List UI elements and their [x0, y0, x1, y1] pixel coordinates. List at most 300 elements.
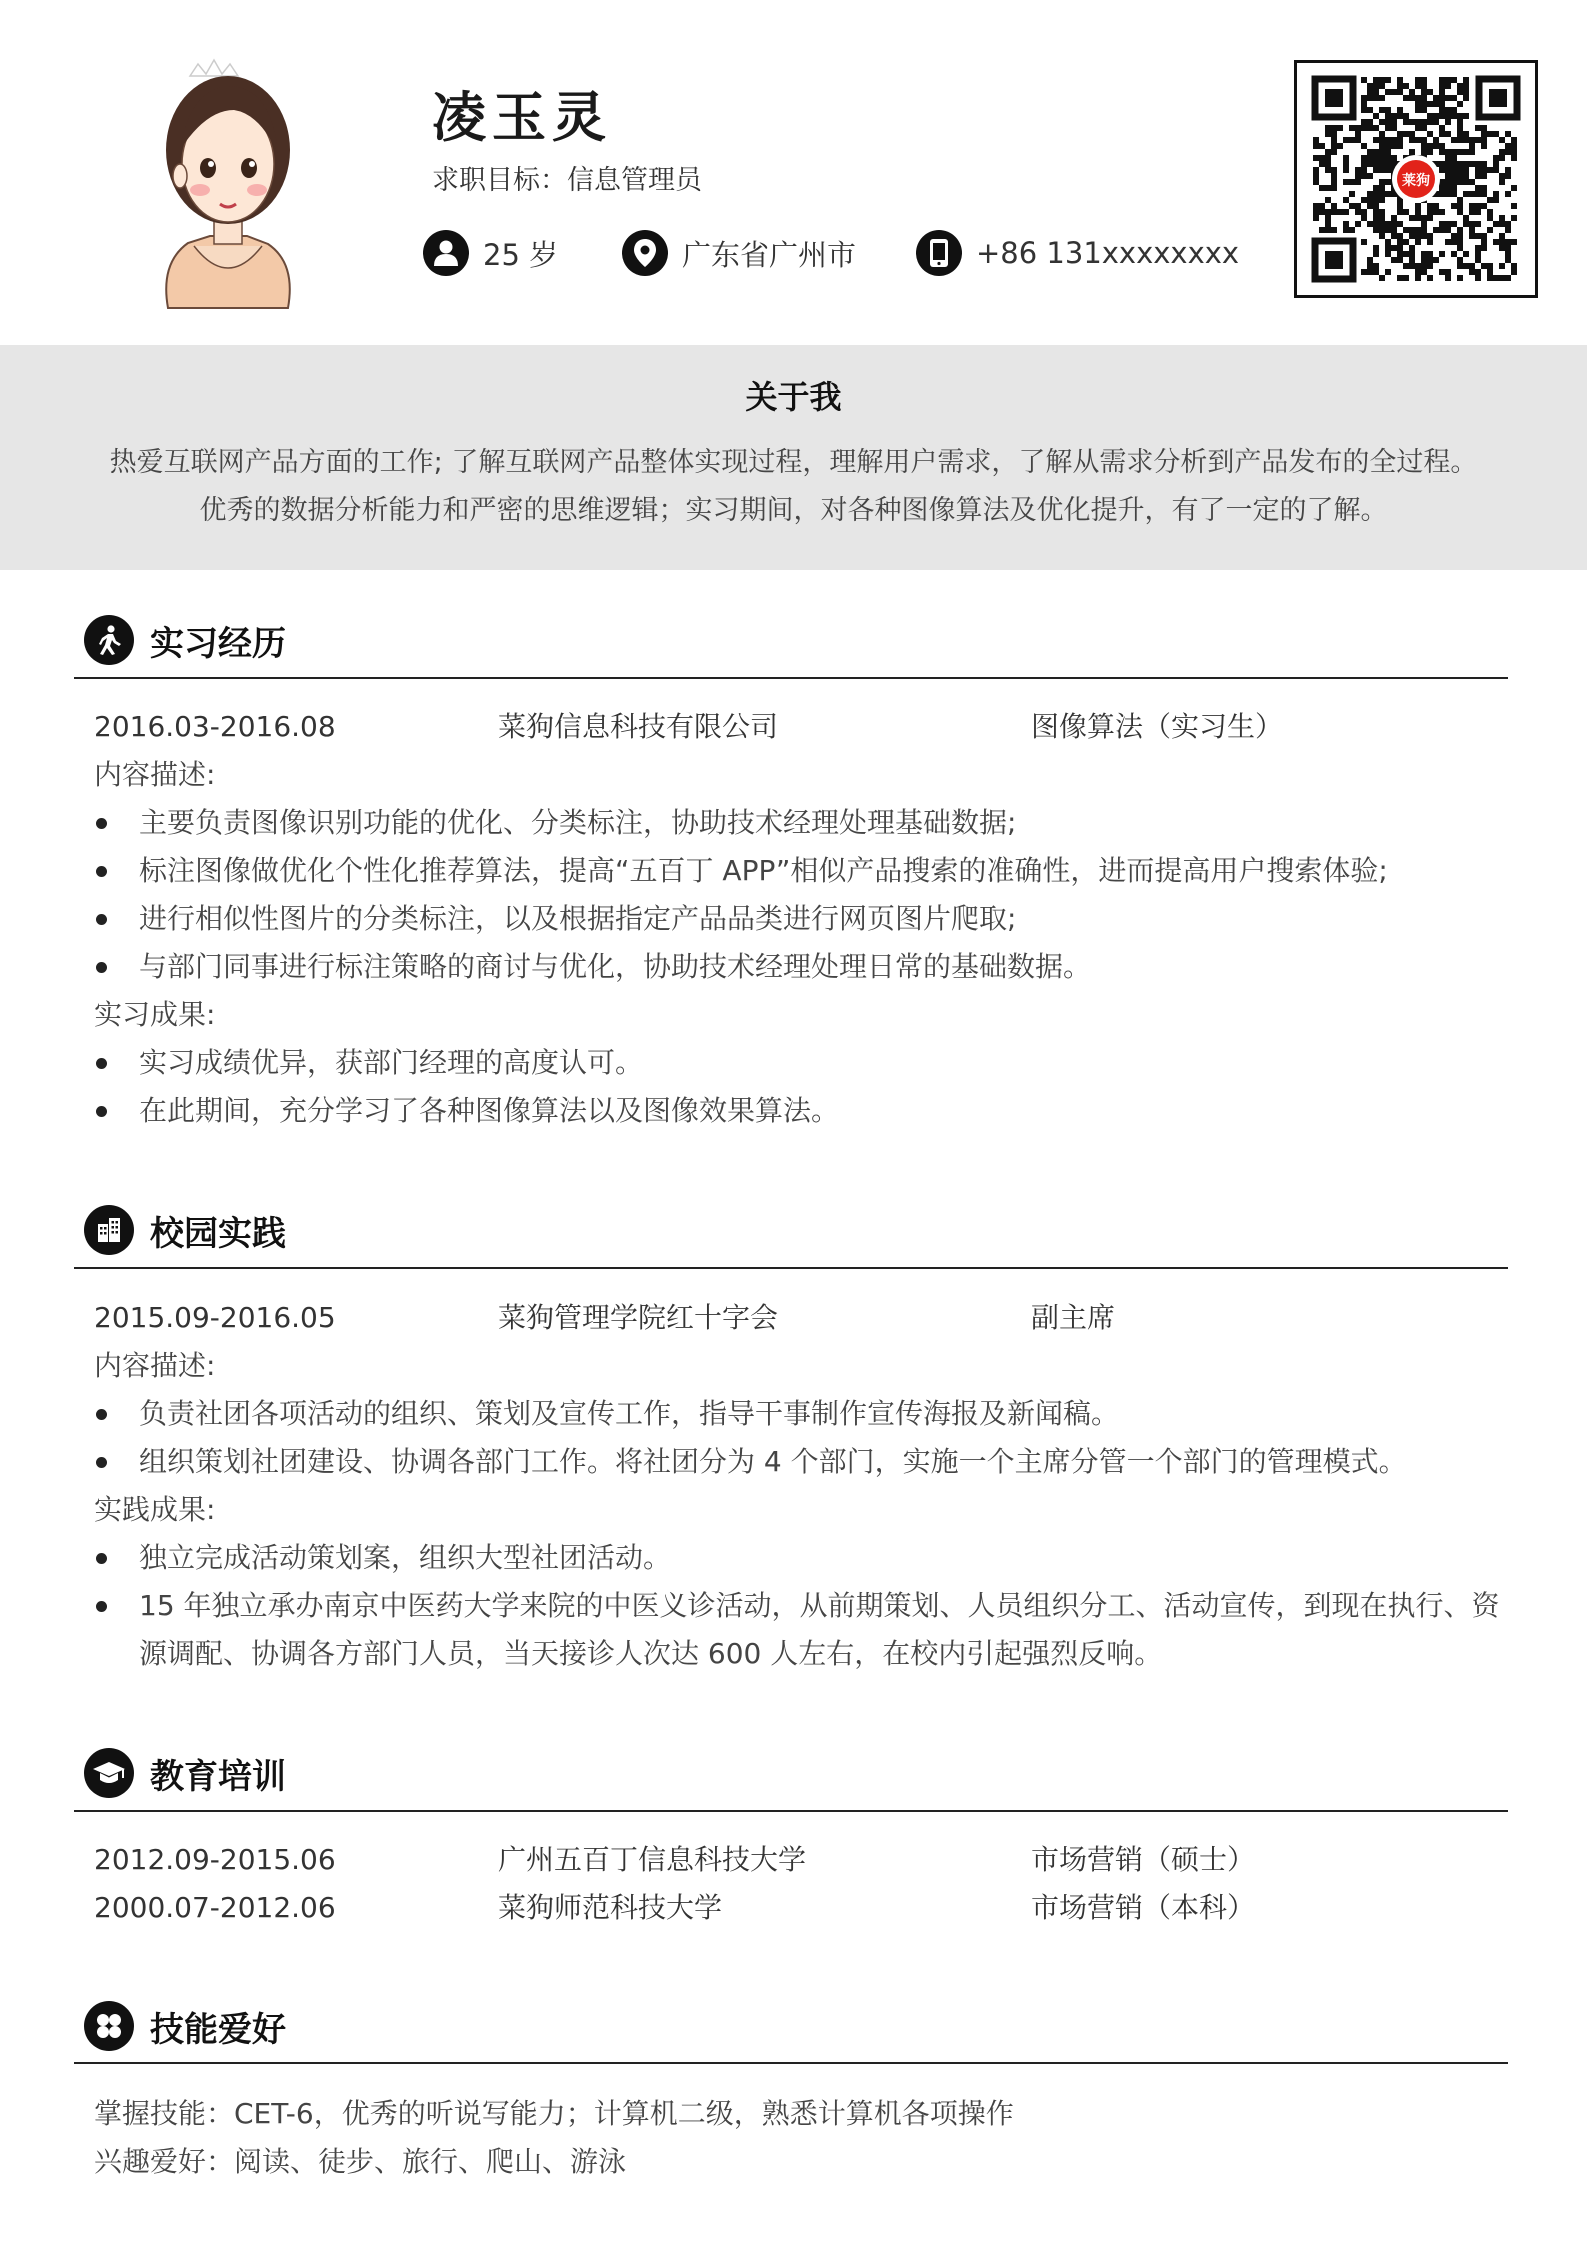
bullet-dot: [96, 1106, 107, 1117]
graduation-cap-icon: [84, 1748, 134, 1798]
qr-module: [1379, 179, 1385, 185]
qr-module: [1319, 209, 1325, 215]
qr-module: [1313, 155, 1319, 161]
qr-module: [1451, 173, 1457, 179]
result-label: 实践成果:: [94, 1493, 216, 1526]
qr-module: [1373, 95, 1379, 101]
qr-module: [1463, 149, 1469, 155]
qr-module: [1421, 257, 1427, 263]
qr-module: [1421, 89, 1427, 95]
avatar: [150, 58, 305, 313]
qr-module: [1475, 221, 1481, 227]
qr-module: [1487, 269, 1493, 275]
qr-module: [1427, 101, 1433, 107]
qr-module: [1373, 203, 1379, 209]
qr-module: [1499, 215, 1505, 221]
qr-module: [1469, 209, 1475, 215]
qr-module: [1385, 137, 1391, 143]
qr-module: [1331, 149, 1337, 155]
qr-module: [1427, 89, 1433, 95]
qr-module: [1421, 119, 1427, 125]
qr-module: [1379, 215, 1385, 221]
qr-module: [1397, 239, 1403, 245]
qr-module: [1475, 275, 1481, 281]
qr-module: [1355, 131, 1361, 137]
qr-module: [1397, 107, 1403, 113]
qr-module: [1457, 161, 1463, 167]
qr-module: [1463, 191, 1469, 197]
qr-module: [1385, 89, 1391, 95]
qr-module: [1487, 275, 1493, 281]
qr-module: [1475, 269, 1481, 275]
qr-module: [1445, 269, 1451, 275]
qr-module: [1481, 239, 1487, 245]
qr-module: [1343, 155, 1349, 161]
qr-module: [1373, 227, 1379, 233]
qr-module: [1379, 149, 1385, 155]
qr-module: [1313, 209, 1319, 215]
section-header-internship: [84, 612, 286, 668]
qr-module: [1457, 209, 1463, 215]
qr-module: [1457, 125, 1463, 131]
qr-module: [1397, 275, 1403, 281]
list-item-text: 组织策划社团建设、协调各部门工作。将社团分为 4 个部门，实施一个主席分管一个部门的管理模式。: [139, 1445, 1407, 1478]
qr-module: [1505, 131, 1511, 137]
qr-module: [1343, 197, 1349, 203]
qr-module: [1379, 131, 1385, 137]
qr-module: [1391, 119, 1397, 125]
qr-module: [1463, 173, 1469, 179]
qr-module: [1481, 191, 1487, 197]
qr-module: [1511, 149, 1517, 155]
qr-module: [1361, 95, 1367, 101]
qr-module: [1457, 197, 1463, 203]
qr-module: [1427, 131, 1433, 137]
qr-module: [1463, 89, 1469, 95]
qr-module: [1325, 185, 1331, 191]
qr-module: [1481, 173, 1487, 179]
section-title: 校园实践: [150, 1213, 286, 1254]
qr-module: [1475, 191, 1481, 197]
qr-module: [1427, 119, 1433, 125]
qr-module: [1361, 155, 1367, 161]
qr-module: [1499, 245, 1505, 251]
qr-module: [1397, 209, 1403, 215]
qr-module: [1463, 167, 1469, 173]
qr-module: [1445, 83, 1451, 89]
qr-module: [1391, 137, 1397, 143]
qr-module: [1409, 251, 1415, 257]
qr-module: [1511, 155, 1517, 161]
bullet-dot: [96, 1457, 107, 1468]
qr-module: [1445, 119, 1451, 125]
qr-module: [1421, 251, 1427, 257]
qr-module: [1469, 161, 1475, 167]
qr-module: [1331, 131, 1337, 137]
qr-module: [1475, 251, 1481, 257]
qr-module: [1397, 251, 1403, 257]
qr-module: [1451, 221, 1457, 227]
qr-module: [1439, 131, 1445, 137]
qr-module: [1325, 227, 1331, 233]
qr-module: [1505, 173, 1511, 179]
qr-module: [1391, 125, 1397, 131]
qr-module: [1379, 191, 1385, 197]
qr-module: [1451, 113, 1457, 119]
qr-module: [1403, 263, 1409, 269]
qr-module: [1451, 179, 1457, 185]
internship-date: 2016.03-2016.08: [94, 710, 336, 743]
qr-module: [1475, 233, 1481, 239]
qr-module: [1415, 119, 1421, 125]
qr-module: [1469, 149, 1475, 155]
list-item: [94, 1438, 1504, 1486]
qr-module: [1463, 113, 1469, 119]
qr-module: [1397, 137, 1403, 143]
qr-module: [1421, 107, 1427, 113]
qr-logo-badge: 莱狗: [1402, 173, 1430, 189]
qr-module: [1379, 227, 1385, 233]
qr-module: [1499, 173, 1505, 179]
qr-module: [1505, 257, 1511, 263]
job-objective: 求职目标：信息管理员: [432, 165, 702, 196]
qr-module: [1319, 143, 1325, 149]
qr-module: [1457, 101, 1463, 107]
qr-module: [1457, 179, 1463, 185]
qr-module: [1373, 215, 1379, 221]
list-item: [94, 943, 1504, 991]
qr-module: [1451, 161, 1457, 167]
internship-role: 图像算法（实习生）: [1031, 710, 1284, 743]
location-pin-icon: [622, 230, 668, 276]
qr-module: [1367, 221, 1373, 227]
qr-module: [1445, 155, 1451, 161]
qr-module: [1427, 215, 1433, 221]
qr-module: [1409, 95, 1415, 101]
qr-module: [1355, 203, 1361, 209]
education-row: [94, 1888, 1494, 1928]
qr-module: [1493, 197, 1499, 203]
qr-module: [1397, 233, 1403, 239]
qr-module: [1403, 95, 1409, 101]
qr-module: [1427, 203, 1433, 209]
qr-module: [1403, 239, 1409, 245]
qr-module: [1391, 215, 1397, 221]
qr-module: [1361, 143, 1367, 149]
qr-module: [1373, 161, 1379, 167]
qr-module: [1373, 185, 1379, 191]
qr-module: [1361, 101, 1367, 107]
qr-module: [1385, 143, 1391, 149]
qr-module: [1385, 251, 1391, 257]
qr-module: [1385, 269, 1391, 275]
qr-module: [1379, 161, 1385, 167]
qr-module: [1505, 227, 1511, 233]
qr-module: [1343, 161, 1349, 167]
education-major: 市场营销（硕士）: [1031, 1843, 1256, 1876]
qr-module: [1331, 125, 1337, 131]
qr-module: [1451, 137, 1457, 143]
qr-module: [1415, 83, 1421, 89]
qr-module: [1421, 143, 1427, 149]
qr-module: [1361, 119, 1367, 125]
qr-module: [1433, 95, 1439, 101]
qr-module: [1421, 215, 1427, 221]
qr-module: [1397, 203, 1403, 209]
qr-module: [1463, 251, 1469, 257]
qr-module: [1493, 167, 1499, 173]
qr-module: [1481, 233, 1487, 239]
qr-module: [1313, 167, 1319, 173]
qr-module: [1319, 203, 1325, 209]
qr-module: [1337, 143, 1343, 149]
qr-module: [1511, 185, 1517, 191]
qr-module: [1481, 185, 1487, 191]
qr-module: [1463, 77, 1469, 83]
qr-module: [1361, 197, 1367, 203]
qr-module: [1367, 125, 1373, 131]
qr-module: [1475, 203, 1481, 209]
qr-module: [1469, 233, 1475, 239]
qr-module: [1457, 167, 1463, 173]
qr-module: [1403, 83, 1409, 89]
list-item: [94, 1582, 1504, 1678]
qr-module: [1373, 197, 1379, 203]
walking-person-icon: [84, 615, 134, 665]
qr-module: [1493, 191, 1499, 197]
qr-module: [1397, 77, 1403, 83]
qr-module: [1445, 221, 1451, 227]
qr-module: [1463, 179, 1469, 185]
info-phone: [916, 228, 1239, 278]
qr-module: [1487, 167, 1493, 173]
qr-module: [1481, 203, 1487, 209]
qr-module: [1451, 107, 1457, 113]
qr-module: [1367, 203, 1373, 209]
qr-module: [1403, 227, 1409, 233]
qr-module: [1481, 245, 1487, 251]
qr-module: [1451, 149, 1457, 155]
qr-module: [1505, 251, 1511, 257]
section-divider: [74, 1810, 1508, 1812]
qr-module: [1373, 269, 1379, 275]
bullet-dot: [96, 1601, 107, 1612]
qr-module: [1415, 77, 1421, 83]
qr-module: [1457, 119, 1463, 125]
campus-org: 菜狗管理学院红十字会: [498, 1301, 779, 1334]
qr-module: [1349, 203, 1355, 209]
qr-module: [1445, 167, 1451, 173]
qr-module: [1481, 131, 1487, 137]
qr-module: [1409, 149, 1415, 155]
qr-module: [1481, 125, 1487, 131]
qr-module: [1373, 167, 1379, 173]
phone-icon: [916, 230, 962, 276]
qr-module: [1463, 83, 1469, 89]
qr-module: [1511, 215, 1517, 221]
qr-module: [1313, 137, 1319, 143]
qr-module: [1331, 173, 1337, 179]
qr-module: [1379, 167, 1385, 173]
qr-module: [1469, 191, 1475, 197]
list-item-text: 在此期间，充分学习了各种图像算法以及图像效果算法。: [139, 1094, 840, 1127]
qr-module: [1439, 251, 1445, 257]
campus-date: 2015.09-2016.05: [94, 1301, 336, 1334]
list-item-text: 15 年独立承办南京中医药大学来院的中医义诊活动，从前期策划、人员组织分工、活动宣传，到现在执行、资源调配、协调各方部门人员，当天接诊人次达 600 人左右，在校内引起强烈反响。: [139, 1589, 1500, 1670]
qr-module: [1457, 233, 1463, 239]
qr-module: [1403, 131, 1409, 137]
section-title: 技能爱好: [150, 2009, 286, 2050]
qr-module: [1379, 83, 1385, 89]
qr-module: [1445, 131, 1451, 137]
qr-module: [1385, 167, 1391, 173]
qr-module: [1397, 83, 1403, 89]
section-title: 教育培训: [150, 1756, 286, 1797]
qr-module: [1319, 161, 1325, 167]
qr-module: [1325, 131, 1331, 137]
qr-module: [1511, 203, 1517, 209]
qr-module: [1439, 83, 1445, 89]
qr-module: [1421, 149, 1427, 155]
qr-module: [1403, 113, 1409, 119]
qr-module: [1415, 125, 1421, 131]
list-item-text: 进行相似性图片的分类标注，以及根据指定产品品类进行网页图片爬取;: [139, 902, 1017, 935]
qr-module: [1457, 257, 1463, 263]
qr-module: [1385, 125, 1391, 131]
clover-icon: [84, 2001, 134, 2051]
qr-module: [1331, 143, 1337, 149]
qr-module: [1475, 257, 1481, 263]
qr-module: [1325, 155, 1331, 161]
qr-module: [1433, 203, 1439, 209]
candidate-name: 凌玉灵: [432, 86, 612, 149]
qr-module: [1439, 101, 1445, 107]
qr-module: [1445, 239, 1451, 245]
qr-module: [1409, 263, 1415, 269]
qr-module: [1373, 83, 1379, 89]
qr-module: [1325, 215, 1331, 221]
campus-role: 副主席: [1031, 1301, 1116, 1334]
education-date: 2012.09-2015.06: [94, 1843, 336, 1876]
qr-module: [1355, 179, 1361, 185]
qr-module: [1379, 221, 1385, 227]
qr-module: [1445, 113, 1451, 119]
qr-module: [1457, 149, 1463, 155]
qr-module: [1457, 173, 1463, 179]
qr-module: [1379, 137, 1385, 143]
list-item: [94, 847, 1504, 895]
qr-module: [1373, 89, 1379, 95]
qr-module: [1367, 263, 1373, 269]
qr-module: [1361, 77, 1367, 83]
qr-module: [1433, 227, 1439, 233]
qr-module: [1475, 161, 1481, 167]
qr-module: [1469, 263, 1475, 269]
qr-module: [1457, 275, 1463, 281]
qr-module: [1349, 191, 1355, 197]
qr-module: [1373, 245, 1379, 251]
list-item: [94, 1039, 1504, 1087]
section-header-skills: [84, 1998, 286, 2054]
qr-module: [1325, 167, 1331, 173]
qr-module: [1409, 227, 1415, 233]
qr-module: [1505, 167, 1511, 173]
qr-code: [1294, 60, 1538, 298]
qr-module: [1397, 143, 1403, 149]
qr-module: [1433, 257, 1439, 263]
qr-module: [1463, 215, 1469, 221]
qr-module: [1469, 143, 1475, 149]
qr-module: [1451, 185, 1457, 191]
qr-module: [1367, 89, 1373, 95]
qr-module: [1367, 173, 1373, 179]
qr-module: [1409, 257, 1415, 263]
qr-module: [1403, 275, 1409, 281]
qr-module: [1331, 179, 1337, 185]
qr-module: [1331, 167, 1337, 173]
bullet-dot: [96, 1058, 107, 1069]
qr-module: [1415, 233, 1421, 239]
qr-module: [1313, 215, 1319, 221]
qr-module: [1403, 119, 1409, 125]
qr-module: [1373, 251, 1379, 257]
section-header-education: [84, 1745, 286, 1801]
qr-module: [1439, 161, 1445, 167]
location-text: 广东省广州市: [682, 237, 857, 272]
qr-module: [1445, 185, 1451, 191]
qr-module: [1415, 95, 1421, 101]
qr-module: [1457, 245, 1463, 251]
qr-module: [1439, 95, 1445, 101]
qr-module: [1457, 83, 1463, 89]
qr-module: [1367, 197, 1373, 203]
qr-module: [1379, 197, 1385, 203]
qr-module: [1319, 155, 1325, 161]
qr-module: [1505, 239, 1511, 245]
skills-line: 掌握技能：CET-6，优秀的听说写能力；计算机二级，熟悉计算机各项操作: [94, 2097, 1014, 2130]
qr-module: [1439, 77, 1445, 83]
qr-module: [1385, 239, 1391, 245]
qr-module: [1499, 221, 1505, 227]
qr-module: [1391, 143, 1397, 149]
qr-module: [1331, 227, 1337, 233]
qr-module: [1355, 209, 1361, 215]
qr-module: [1427, 143, 1433, 149]
qr-module: [1355, 167, 1361, 173]
qr-module: [1379, 155, 1385, 161]
qr-module: [1427, 257, 1433, 263]
qr-module: [1439, 143, 1445, 149]
qr-module: [1487, 197, 1493, 203]
bullet-dot: [96, 1553, 107, 1564]
qr-module: [1373, 263, 1379, 269]
qr-module: [1427, 233, 1433, 239]
qr-module: [1421, 227, 1427, 233]
qr-module: [1505, 149, 1511, 155]
qr-module: [1361, 125, 1367, 131]
qr-module: [1343, 221, 1349, 227]
section-title: 实习经历: [150, 623, 286, 664]
qr-module: [1415, 107, 1421, 113]
qr-module: [1373, 221, 1379, 227]
list-item-text: 标注图像做优化个性化推荐算法，提高“五百丁 APP”相似产品搜索的准确性，进而提高用户搜索体验;: [139, 854, 1388, 887]
qr-module: [1511, 239, 1517, 245]
qr-module: [1409, 245, 1415, 251]
qr-module: [1379, 119, 1385, 125]
qr-module: [1409, 215, 1415, 221]
qr-module: [1439, 227, 1445, 233]
list-item-text: 主要负责图像识别功能的优化、分类标注，协助技术经理处理基础数据;: [139, 806, 1017, 839]
